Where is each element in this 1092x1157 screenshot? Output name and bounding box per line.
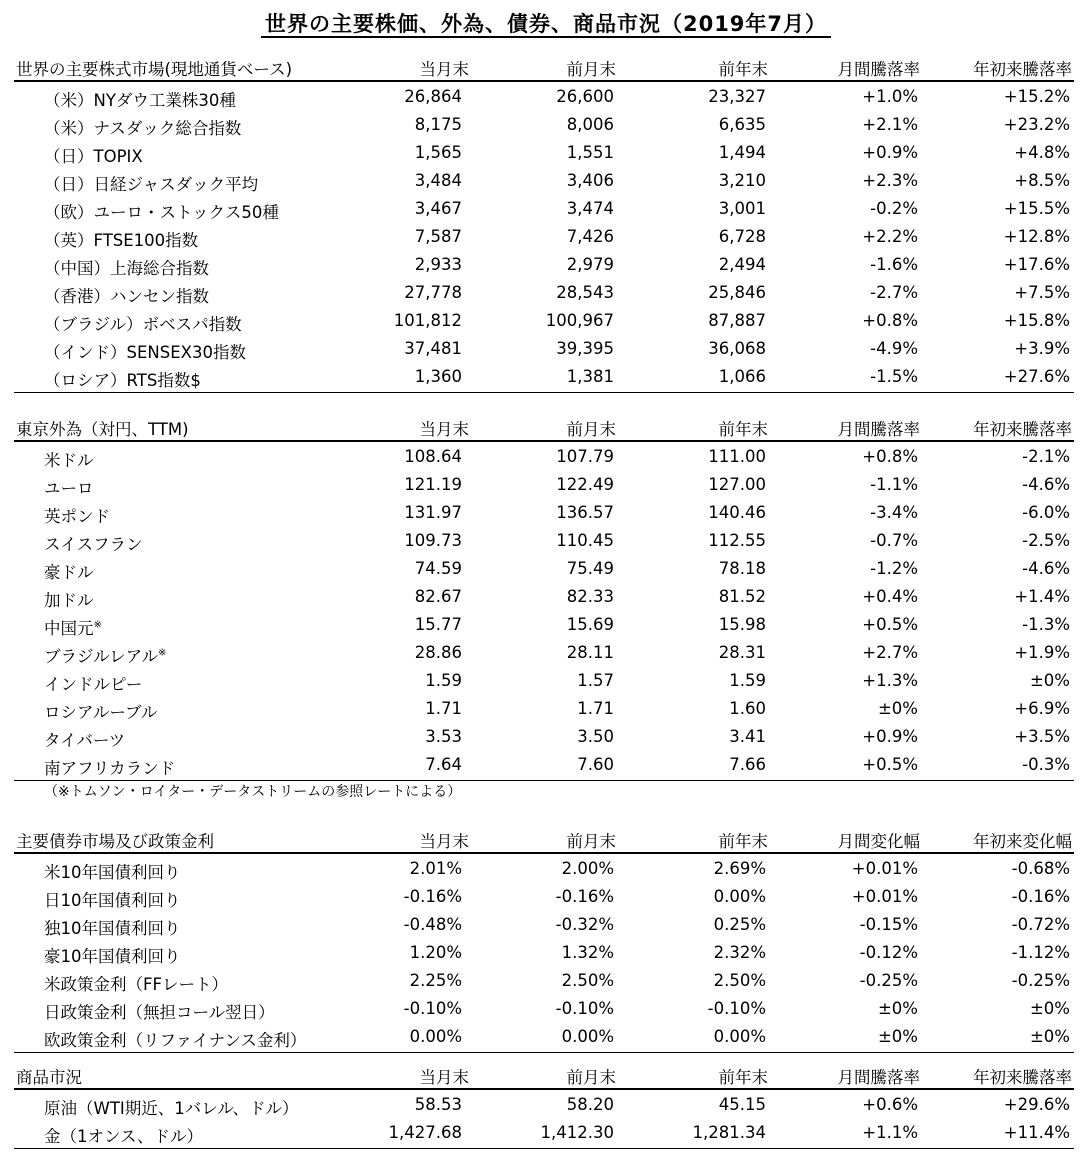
cell-value: 0.00% (713, 1027, 766, 1046)
column-header: 商品市況 (16, 1068, 82, 1087)
cell-value: 3.53 (425, 727, 462, 746)
cell-value: 122.49 (556, 475, 614, 494)
cell-value: 1,494 (718, 143, 766, 162)
cell-value: 2.50% (713, 971, 766, 990)
row-label: ロシアルーブル (44, 703, 158, 722)
table-row (14, 640, 1074, 668)
cell-value: 2.25% (409, 971, 462, 990)
column-header: 前年末 (718, 60, 768, 79)
table-row (14, 1024, 1074, 1053)
table-row (14, 168, 1074, 196)
page-title (0, 8, 1092, 38)
cell-value: 121.19 (404, 475, 462, 494)
cell-value: 26,600 (556, 87, 614, 106)
row-label: 中国元※ (44, 619, 102, 638)
column-header: 主要債券市場及び政策金利 (16, 832, 214, 851)
cell-value: -0.32% (555, 915, 614, 934)
cell-value: +7.5% (1014, 283, 1070, 302)
cell-value: -1.12% (1011, 943, 1070, 962)
cell-value: +3.5% (1014, 727, 1070, 746)
cell-value: 131.97 (404, 503, 462, 522)
column-header: 月間騰落率 (837, 60, 920, 79)
cell-value: 28.31 (718, 643, 766, 662)
column-header: 前年末 (718, 1068, 768, 1087)
cell-value: +4.8% (1014, 143, 1070, 162)
cell-value: 2,933 (414, 255, 462, 274)
cell-value: -0.12% (859, 943, 918, 962)
cell-value: -0.7% (870, 531, 918, 550)
cell-value: 1.59 (425, 671, 462, 690)
cell-value: ±0% (1029, 671, 1070, 690)
row-label: （欧）ユーロ・ストックス50種 (44, 203, 279, 222)
column-header: 前月末 (566, 60, 616, 79)
table-row (14, 724, 1074, 752)
table-row (14, 280, 1074, 308)
cell-value: -0.15% (859, 915, 918, 934)
row-label: 南アフリカランド (44, 759, 176, 778)
table-row (14, 84, 1074, 112)
row-label: （ブラジル）ボベスパ指数 (44, 315, 242, 334)
cell-value: -3.4% (870, 503, 918, 522)
column-header: 前月末 (566, 832, 616, 851)
cell-value: 75.49 (566, 559, 614, 578)
column-header: 年初来騰落率 (973, 420, 1072, 439)
column-header: 世界の主要株式市場(現地通貨ベース) (16, 60, 293, 79)
footnote-mark: ※ (158, 647, 167, 659)
cell-value: +2.2% (862, 227, 918, 246)
table-row (14, 556, 1074, 584)
cell-value: 110.45 (556, 531, 614, 550)
cell-value: 58.53 (414, 1095, 462, 1114)
cell-value: -0.16% (1011, 887, 1070, 906)
commodities-table (14, 1062, 1074, 1149)
table-row (14, 364, 1074, 393)
cell-value: 1,427.68 (388, 1123, 462, 1142)
cell-value: -1.2% (870, 559, 918, 578)
cell-value: 1,412.30 (540, 1123, 614, 1142)
row-label: インドルピー (44, 675, 143, 694)
cell-value: 2,494 (718, 255, 766, 274)
cell-value: 15.98 (718, 615, 766, 634)
commodities-header-row (14, 1062, 1074, 1090)
column-header: 当月末 (419, 60, 469, 79)
cell-value: 0.00% (713, 887, 766, 906)
cell-value: 1.71 (577, 699, 614, 718)
table-row (14, 968, 1074, 996)
row-label: タイバーツ (44, 731, 126, 750)
cell-value: 7.60 (577, 755, 614, 774)
cell-value: +2.3% (862, 171, 918, 190)
cell-value: +27.6% (1003, 367, 1070, 386)
bonds-table (14, 826, 1074, 1053)
cell-value: +11.4% (1003, 1123, 1070, 1142)
cell-value: +0.9% (862, 727, 918, 746)
cell-value: ±0% (877, 999, 918, 1018)
cell-value: +0.01% (851, 859, 918, 878)
cell-value: 6,728 (718, 227, 766, 246)
row-label: 金（1オンス、ドル） (44, 1127, 203, 1146)
cell-value: -0.25% (1011, 971, 1070, 990)
table-row (14, 336, 1074, 364)
cell-value: 87,887 (708, 311, 766, 330)
cell-value: -0.16% (403, 887, 462, 906)
row-label: 米政策金利（FFレート） (44, 975, 228, 994)
cell-value: 7.64 (425, 755, 462, 774)
cell-value: 3.50 (577, 727, 614, 746)
cell-value: 3.41 (729, 727, 766, 746)
column-header: 年初来騰落率 (973, 1068, 1072, 1087)
column-header: 前月末 (566, 1068, 616, 1087)
cell-value: +0.5% (862, 615, 918, 634)
cell-value: -2.5% (1022, 531, 1070, 550)
table-row (14, 752, 1074, 781)
fx-footnote: （※トムソン・ロイター・データストリームの参照レートによる） (44, 784, 462, 800)
row-label: 米ドル (44, 451, 94, 470)
row-label: （英）FTSE100指数 (44, 231, 199, 250)
cell-value: -0.3% (1022, 755, 1070, 774)
table-row (14, 500, 1074, 528)
cell-value: -1.5% (870, 367, 918, 386)
table-row (14, 472, 1074, 500)
row-label: （インド）SENSEX30指数 (44, 343, 246, 362)
column-header: 年初来騰落率 (973, 60, 1072, 79)
cell-value: 36,068 (708, 339, 766, 358)
cell-value: 15.77 (414, 615, 462, 634)
table-row (14, 112, 1074, 140)
cell-value: 81.52 (718, 587, 766, 606)
cell-value: 1,565 (414, 143, 462, 162)
page-title-text: 世界の主要株価、外為、債券、商品市況（2019年7月） (261, 12, 831, 38)
row-label: 独10年国債利回り (44, 919, 181, 938)
cell-value: 100,967 (545, 311, 614, 330)
row-label: （ロシア）RTS指数$ (44, 371, 201, 390)
cell-value: -0.10% (555, 999, 614, 1018)
cell-value: -0.72% (1011, 915, 1070, 934)
cell-value: 108.64 (404, 447, 462, 466)
table-row (14, 196, 1074, 224)
cell-value: +0.8% (862, 311, 918, 330)
fx-header-row (14, 414, 1074, 442)
cell-value: ±0% (1029, 999, 1070, 1018)
cell-value: +1.4% (1014, 587, 1070, 606)
row-label: 欧政策金利（リファイナンス金利） (44, 1031, 307, 1050)
table-row (14, 140, 1074, 168)
cell-value: +0.8% (862, 447, 918, 466)
cell-value: 0.00% (409, 1027, 462, 1046)
cell-value: 112.55 (708, 531, 766, 550)
cell-value: +1.3% (862, 671, 918, 690)
row-label: 豪ドル (44, 563, 94, 582)
cell-value: 7,587 (414, 227, 462, 246)
cell-value: -0.48% (403, 915, 462, 934)
row-label: 日政策金利（無担コール翌日） (44, 1003, 275, 1022)
cell-value: 1,066 (718, 367, 766, 386)
cell-value: 3,484 (414, 171, 462, 190)
table-row (14, 696, 1074, 724)
cell-value: +2.7% (862, 643, 918, 662)
cell-value: -0.2% (870, 199, 918, 218)
cell-value: 2.01% (409, 859, 462, 878)
row-label: 日10年国債利回り (44, 891, 181, 910)
row-label: 原油（WTI期近、1バレル、ドル） (44, 1099, 299, 1118)
row-label: （日）日経ジャスダック平均 (44, 175, 259, 194)
cell-value: 1.60 (729, 699, 766, 718)
cell-value: +0.9% (862, 143, 918, 162)
equities-header-row (14, 54, 1074, 82)
cell-value: 0.00% (561, 1027, 614, 1046)
cell-value: 3,001 (718, 199, 766, 218)
cell-value: 1,381 (566, 367, 614, 386)
cell-value: 23,327 (708, 87, 766, 106)
row-label: （日）TOPIX (44, 147, 143, 166)
cell-value: +0.4% (862, 587, 918, 606)
cell-value: -1.3% (1022, 615, 1070, 634)
cell-value: +8.5% (1014, 171, 1070, 190)
row-label: ブラジルレアル※ (44, 647, 167, 666)
cell-value: 0.25% (713, 915, 766, 934)
cell-value: 82.67 (414, 587, 462, 606)
table-row (14, 912, 1074, 940)
cell-value: -0.25% (859, 971, 918, 990)
column-header: 当月末 (419, 1068, 469, 1087)
cell-value: +1.1% (862, 1123, 918, 1142)
cell-value: 28.86 (414, 643, 462, 662)
cell-value: 8,006 (566, 115, 614, 134)
table-row (14, 856, 1074, 884)
cell-value: +3.9% (1014, 339, 1070, 358)
cell-value: 2.32% (713, 943, 766, 962)
column-header: 前年末 (718, 420, 768, 439)
cell-value: +15.2% (1003, 87, 1070, 106)
cell-value: 25,846 (708, 283, 766, 302)
cell-value: ±0% (877, 699, 918, 718)
cell-value: -1.6% (870, 255, 918, 274)
cell-value: 78.18 (718, 559, 766, 578)
column-header: 月間変化幅 (837, 832, 920, 851)
cell-value: 82.33 (566, 587, 614, 606)
row-label: スイスフラン (44, 535, 143, 554)
cell-value: +15.5% (1003, 199, 1070, 218)
row-label: 加ドル (44, 591, 94, 610)
table-row (14, 1092, 1074, 1120)
table-row (14, 252, 1074, 280)
row-label: （中国）上海総合指数 (44, 259, 209, 278)
cell-value: 28.11 (566, 643, 614, 662)
row-label: ユーロ (44, 479, 94, 498)
cell-value: 58.20 (566, 1095, 614, 1114)
row-label: （香港）ハンセン指数 (44, 287, 209, 306)
cell-value: +29.6% (1003, 1095, 1070, 1114)
cell-value: -0.10% (403, 999, 462, 1018)
cell-value: 1,551 (566, 143, 614, 162)
cell-value: 109.73 (404, 531, 462, 550)
cell-value: 107.79 (556, 447, 614, 466)
table-row (14, 940, 1074, 968)
cell-value: 1,281.34 (692, 1123, 766, 1142)
cell-value: 7,426 (566, 227, 614, 246)
cell-value: 1.59 (729, 671, 766, 690)
table-row (14, 528, 1074, 556)
row-label: 英ポンド (44, 507, 110, 526)
row-label: 豪10年国債利回り (44, 947, 181, 966)
table-row (14, 1120, 1074, 1149)
bonds-header-row (14, 826, 1074, 854)
cell-value: 1,360 (414, 367, 462, 386)
cell-value: 39,395 (556, 339, 614, 358)
cell-value: -1.1% (870, 475, 918, 494)
table-row (14, 996, 1074, 1024)
cell-value: 37,481 (404, 339, 462, 358)
cell-value: -2.1% (1022, 447, 1070, 466)
cell-value: -6.0% (1022, 503, 1070, 522)
cell-value: 3,210 (718, 171, 766, 190)
cell-value: ±0% (877, 1027, 918, 1046)
table-row (14, 224, 1074, 252)
cell-value: -0.10% (707, 999, 766, 1018)
cell-value: 8,175 (414, 115, 462, 134)
cell-value: +12.8% (1003, 227, 1070, 246)
column-header: 月間騰落率 (837, 420, 920, 439)
column-header: 月間騰落率 (837, 1068, 920, 1087)
cell-value: 2,979 (566, 255, 614, 274)
column-header: 東京外為（対円、TTM) (16, 420, 189, 439)
cell-value: +1.0% (862, 87, 918, 106)
cell-value: 1.32% (561, 943, 614, 962)
cell-value: +17.6% (1003, 255, 1070, 274)
table-row (14, 308, 1074, 336)
cell-value: -4.6% (1022, 475, 1070, 494)
equities-table (14, 54, 1074, 393)
cell-value: +0.5% (862, 755, 918, 774)
cell-value: 1.71 (425, 699, 462, 718)
cell-value: 45.15 (718, 1095, 766, 1114)
cell-value: 2.00% (561, 859, 614, 878)
table-row (14, 884, 1074, 912)
cell-value: 136.57 (556, 503, 614, 522)
cell-value: 27,778 (404, 283, 462, 302)
cell-value: 111.00 (708, 447, 766, 466)
cell-value: 7.66 (729, 755, 766, 774)
cell-value: ±0% (1029, 1027, 1070, 1046)
cell-value: +1.9% (1014, 643, 1070, 662)
column-header: 前月末 (566, 420, 616, 439)
cell-value: +15.8% (1003, 311, 1070, 330)
cell-value: 2.50% (561, 971, 614, 990)
column-header: 当月末 (419, 832, 469, 851)
cell-value: 6,635 (718, 115, 766, 134)
cell-value: +23.2% (1003, 115, 1070, 134)
cell-value: 74.59 (414, 559, 462, 578)
table-row (14, 668, 1074, 696)
fx-table (14, 414, 1074, 781)
cell-value: 26,864 (404, 87, 462, 106)
cell-value: 3,406 (566, 171, 614, 190)
cell-value: -2.7% (870, 283, 918, 302)
cell-value: 140.46 (708, 503, 766, 522)
cell-value: 3,474 (566, 199, 614, 218)
row-label: （米）ナスダック総合指数 (44, 119, 242, 138)
cell-value: +0.6% (862, 1095, 918, 1114)
cell-value: 1.20% (409, 943, 462, 962)
cell-value: -0.68% (1011, 859, 1070, 878)
row-label: （米）NYダウ工業株30種 (44, 91, 236, 110)
footnote-mark: ※ (93, 619, 102, 631)
cell-value: 1.57 (577, 671, 614, 690)
cell-value: 28,543 (556, 283, 614, 302)
cell-value: +6.9% (1014, 699, 1070, 718)
cell-value: 15.69 (566, 615, 614, 634)
cell-value: 3,467 (414, 199, 462, 218)
cell-value: 101,812 (393, 311, 462, 330)
table-row (14, 584, 1074, 612)
row-label: 米10年国債利回り (44, 863, 181, 882)
cell-value: +0.01% (851, 887, 918, 906)
column-header: 当月末 (419, 420, 469, 439)
table-row (14, 612, 1074, 640)
cell-value: 2.69% (713, 859, 766, 878)
column-header: 前年末 (718, 832, 768, 851)
cell-value: -0.16% (555, 887, 614, 906)
column-header: 年初来変化幅 (973, 832, 1072, 851)
cell-value: +2.1% (862, 115, 918, 134)
cell-value: -4.9% (870, 339, 918, 358)
table-row (14, 444, 1074, 472)
cell-value: 127.00 (708, 475, 766, 494)
cell-value: -4.6% (1022, 559, 1070, 578)
